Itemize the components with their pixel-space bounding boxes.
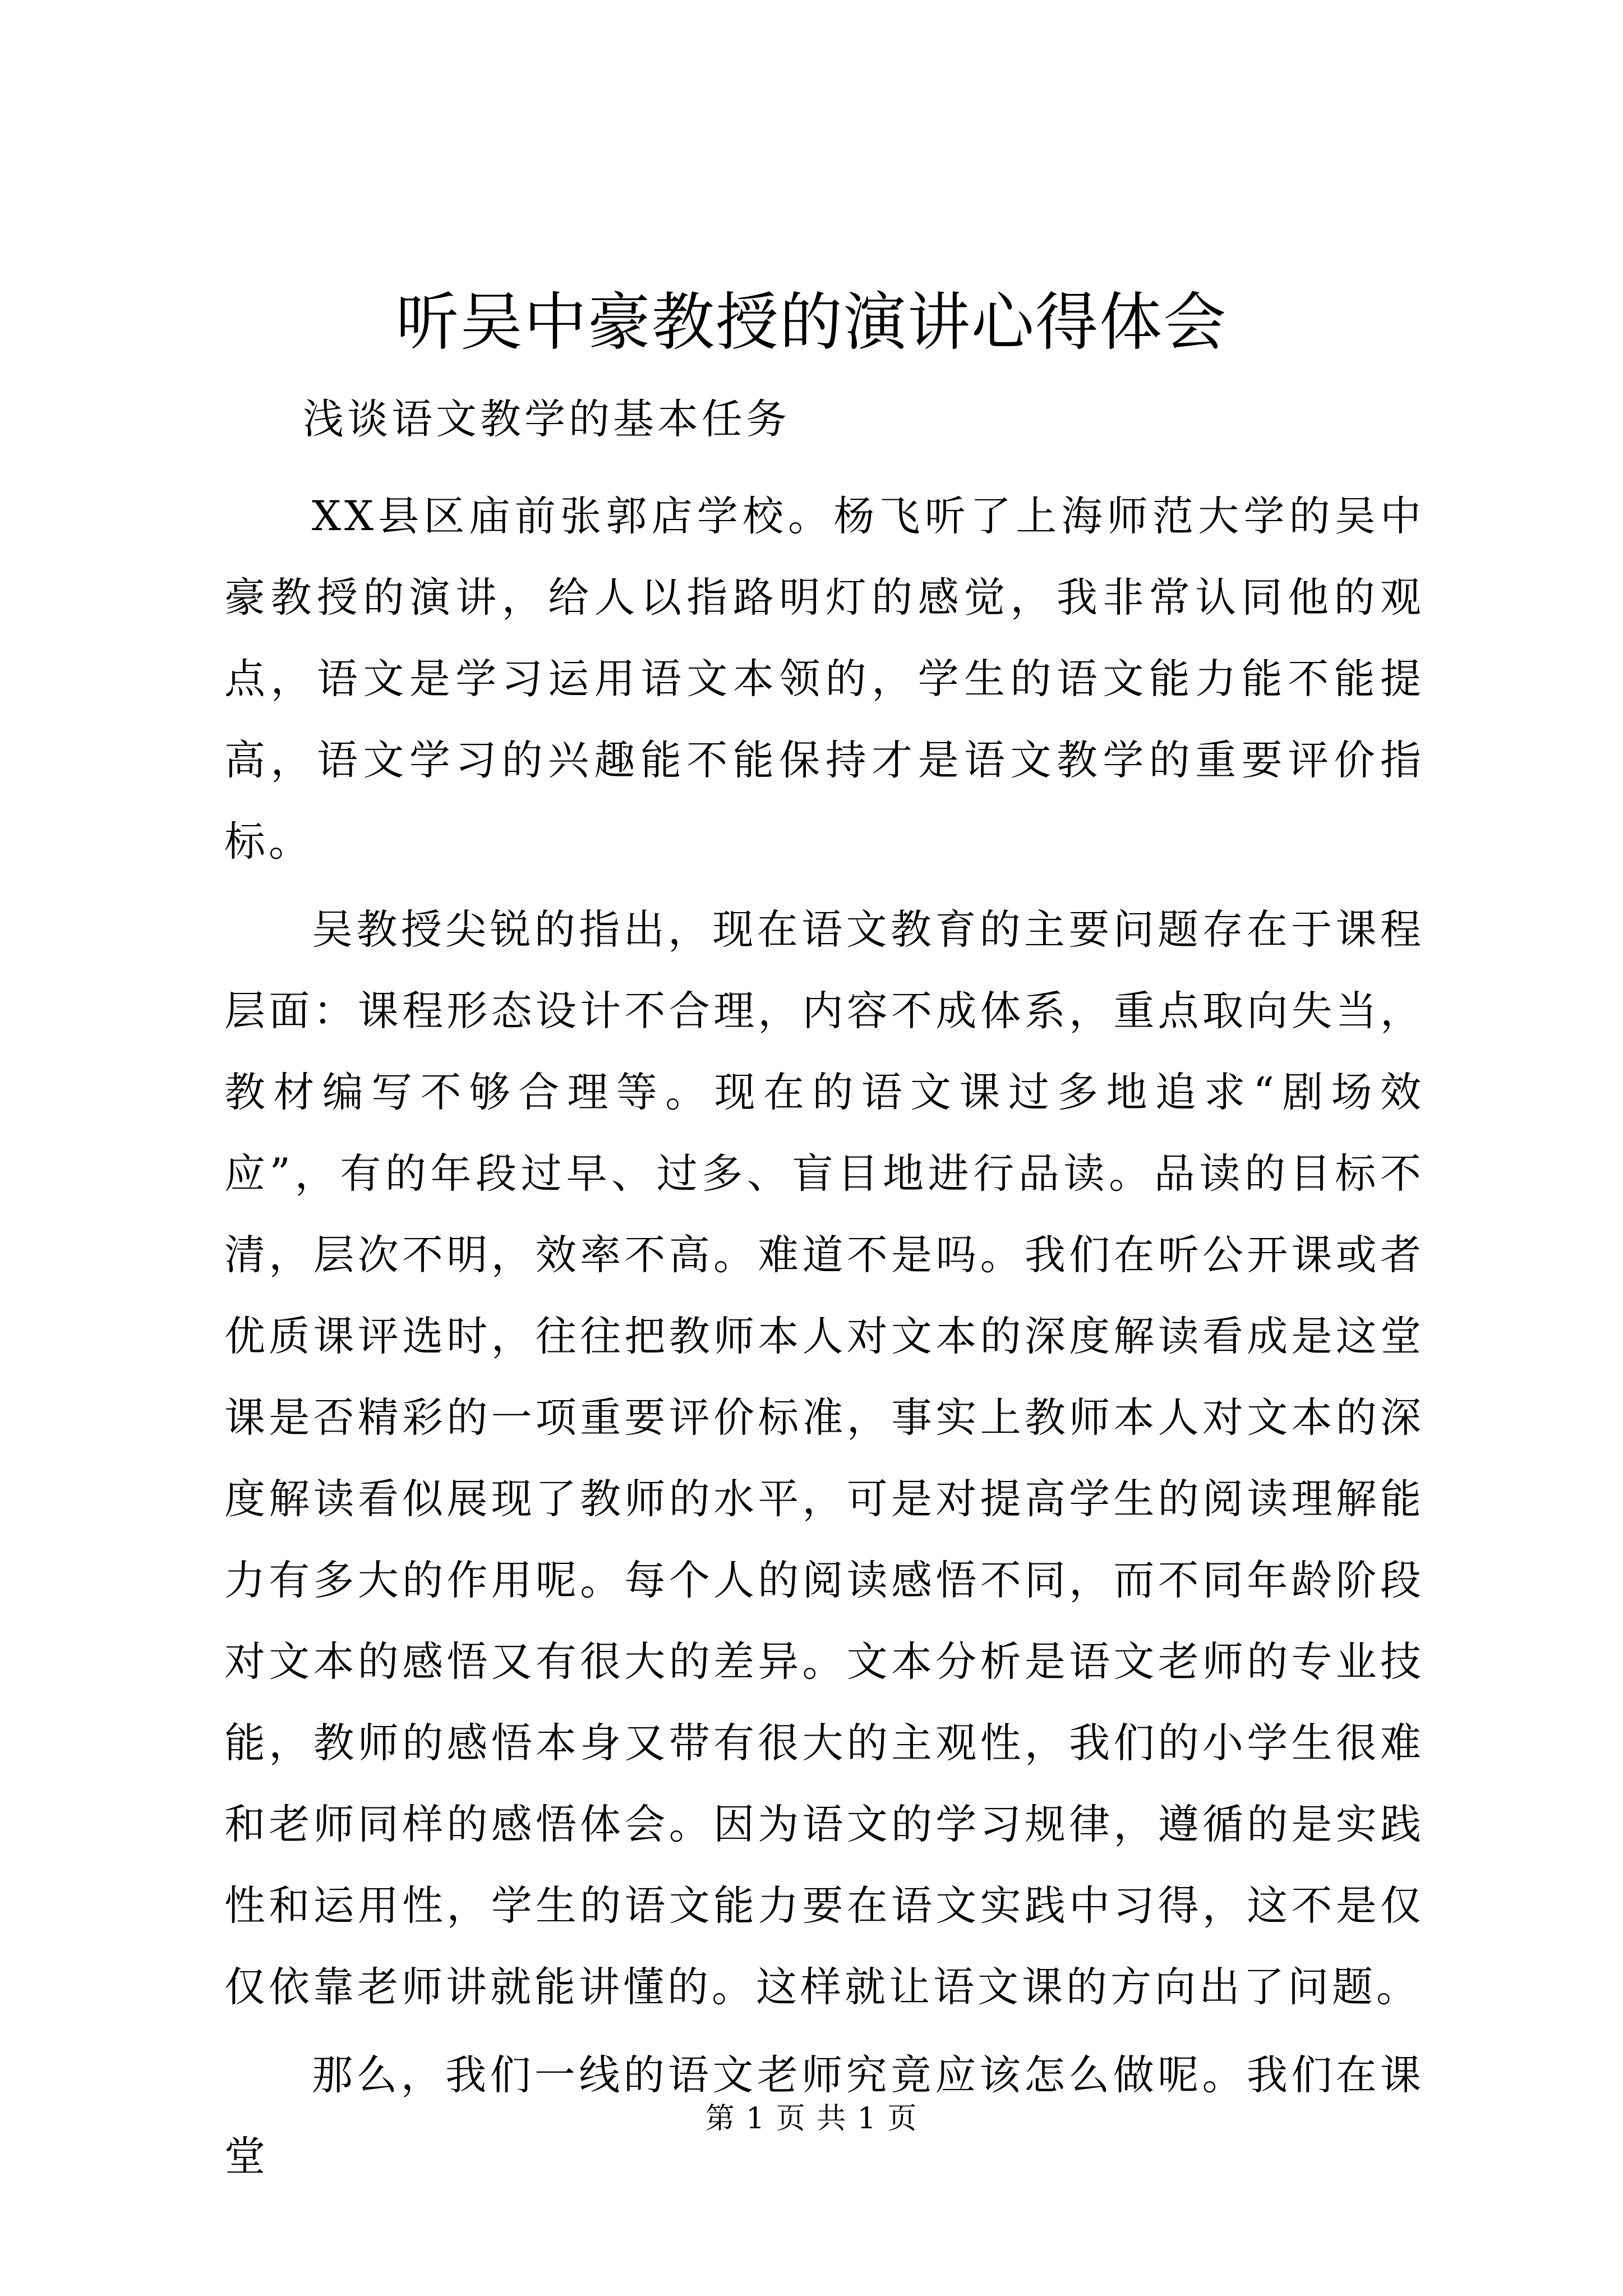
paragraph: 吴教授尖锐的指出，现在语文教育的主要问题存在于课程层面：课程形态设计不合理，内容不成体系，重点取向失当，教材编写不够合理等。现在的语文课过多地追求“剧场效应”，有的年段过早、过多、盲目地进行品读。品读的目标不清，层次不明，效率不高。难道不是吗。我们在听公开课或者优质课评选时，往往把教师本人对文本的深度解读看成是这堂课是否精彩的一项重要评价标准，事实上教师本人对文本的深度解读看似展现了教师的水平，可是对提高学生的阅读理解能力有多大的作用呢。每个人的阅读感悟不同，而不同年龄阶段对文本的感悟又有很大的差异。文本分析是语文老师的专业技能，教师的感悟本身又带有很大的主观性，我们的小学生很难和老师同样的感悟体会。因为语文的学习规律，遵循的是实践性和运用性，学生的语文能力要在语文实践中习得，这不是仅仅依靠老师讲就能讲懂的。这样就让语文课的方向出了问题。 xyxy=(224,906,1424,2011)
document-body xyxy=(224,476,1424,2204)
paragraph: XX县区庙前张郭店学校。杨飞听了上海师范大学的吴中豪教授的演讲，给人以指路明灯的感觉，我非常认同他的观点，语文是学习运用语文本领的，学生的语文能力能不能提高，语文学习的兴趣能不能保持才是语文教学的重要评价指标。 xyxy=(224,493,1424,866)
document-subtitle: 浅谈语文教学的基本任务 xyxy=(303,395,790,443)
page-footer: 第 1 页 共 1 页 xyxy=(705,2102,918,2136)
document-title: 听吴中豪教授的演讲心得体会 xyxy=(396,286,1227,359)
paragraph: 那么，我们一线的语文老师究竟应该怎么做呢。我们在课堂 xyxy=(224,2051,1424,2180)
